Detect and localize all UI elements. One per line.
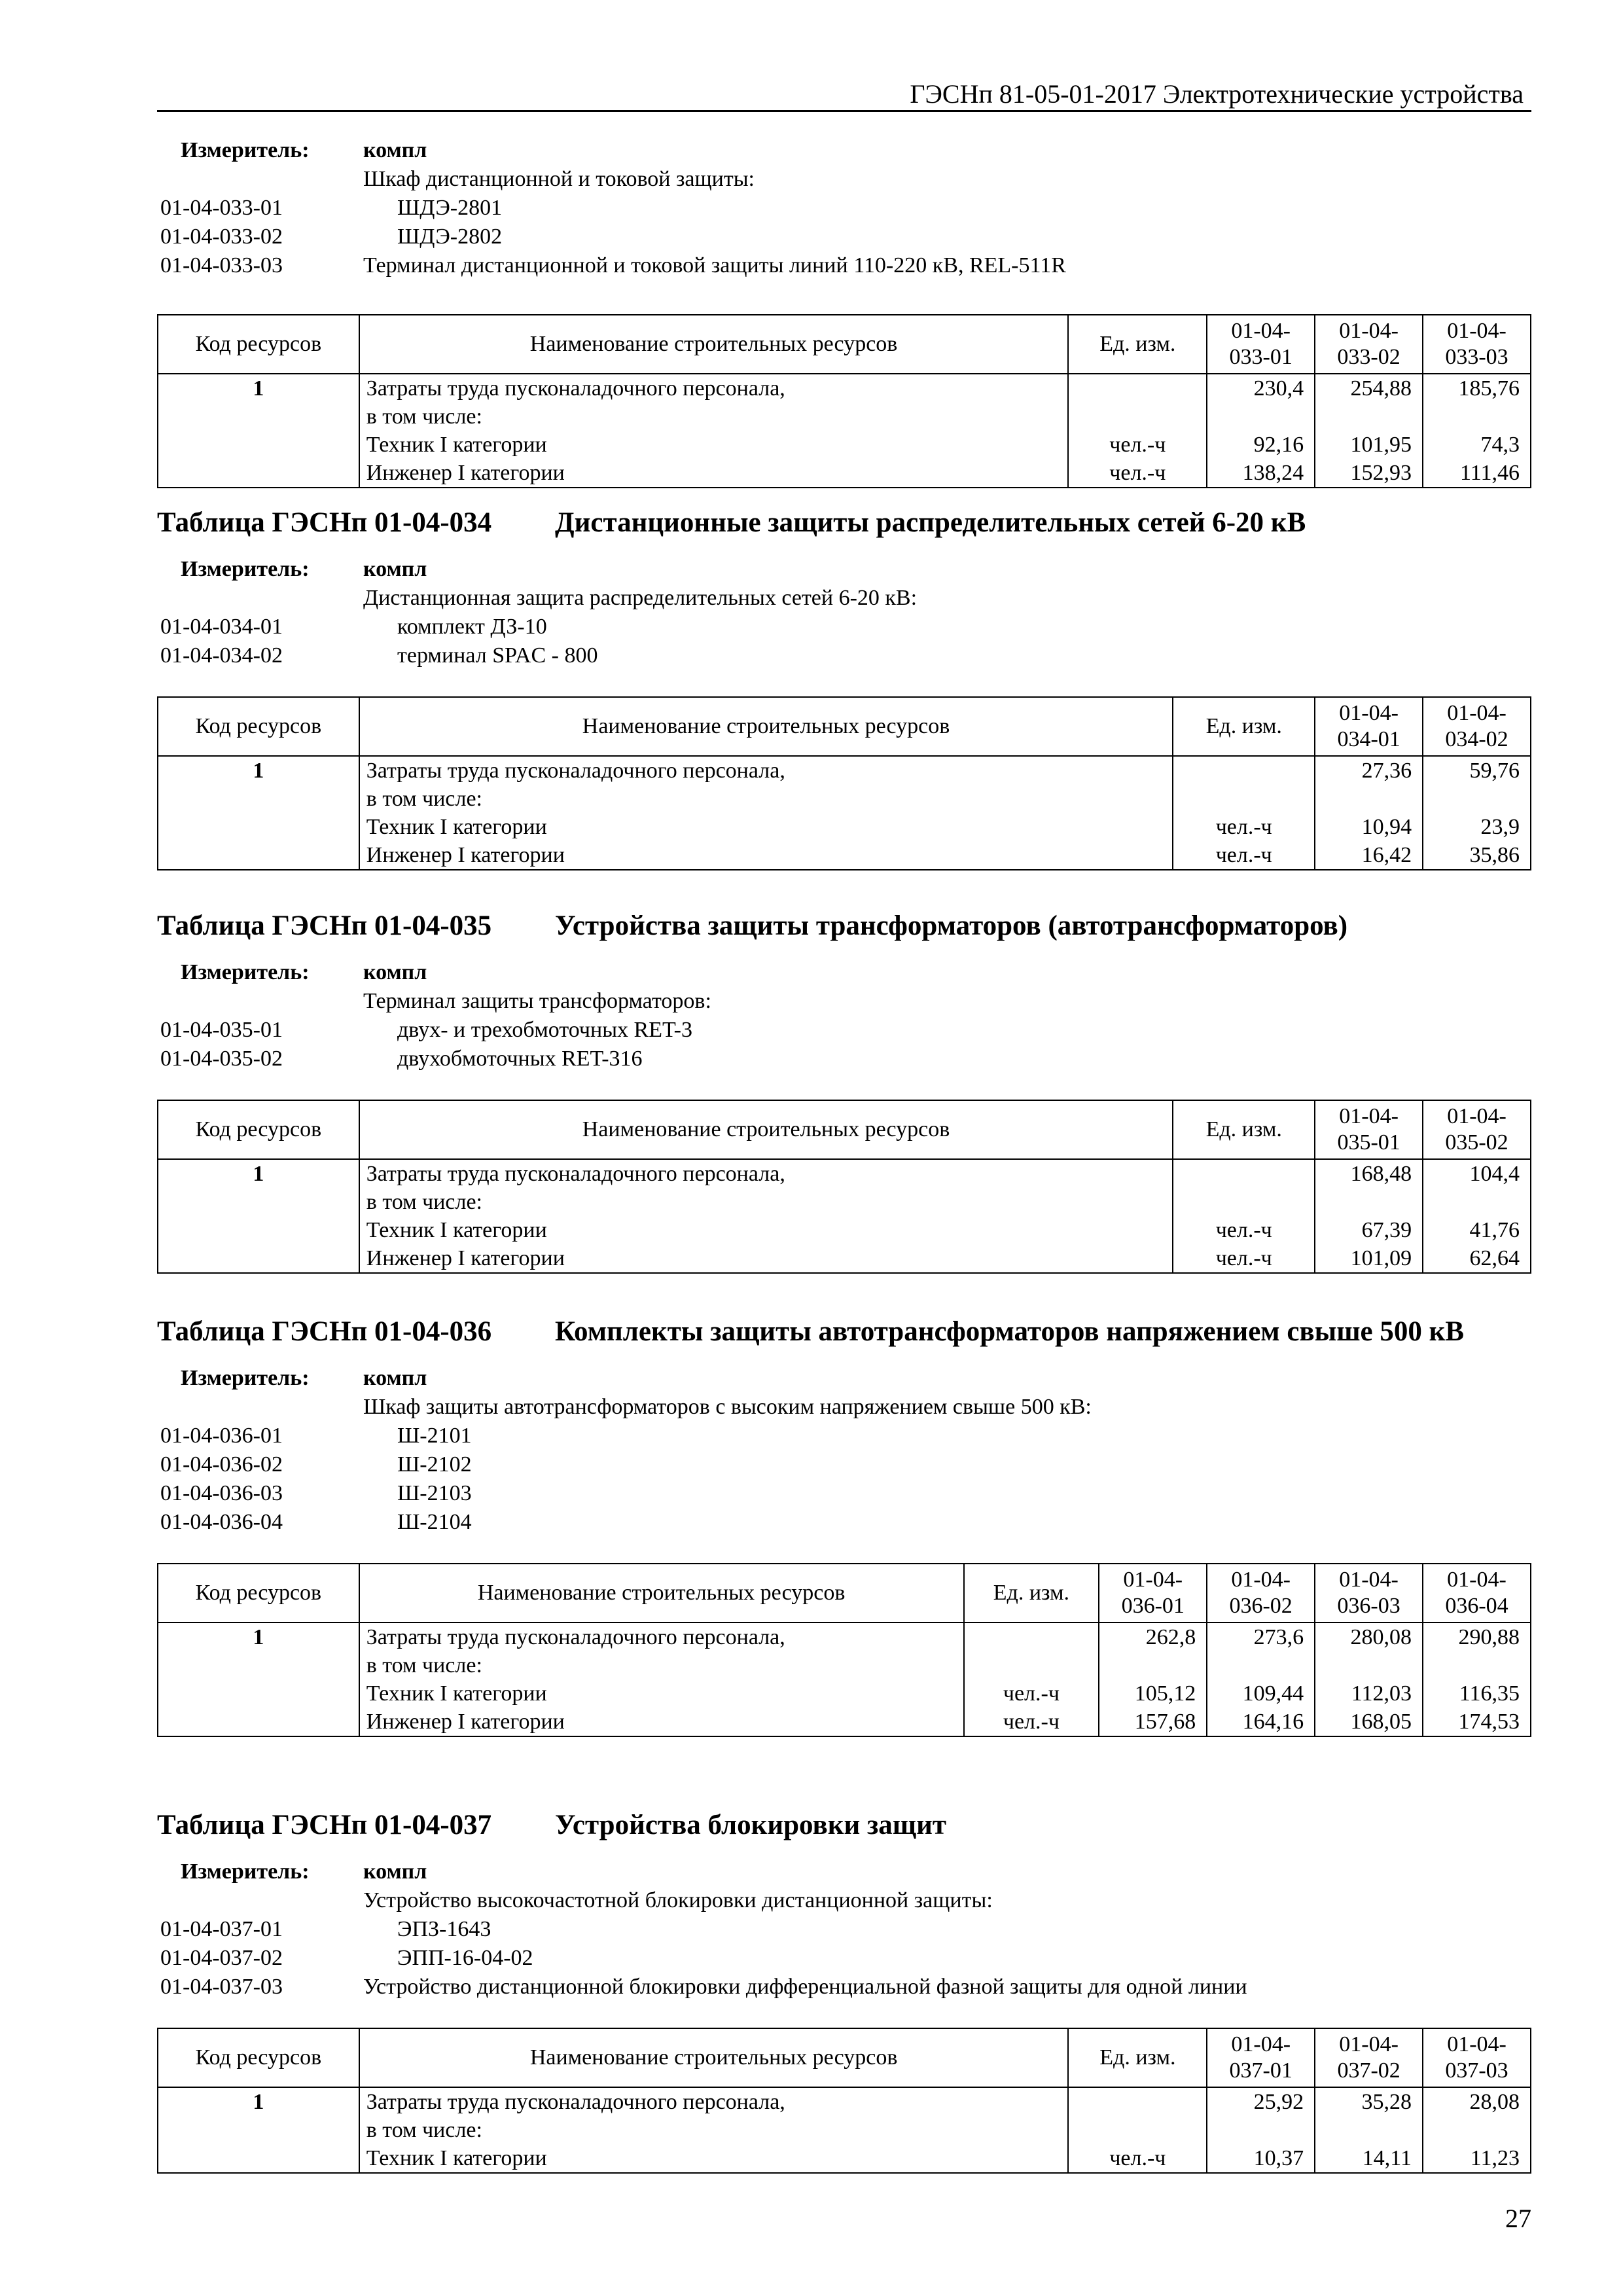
col-header-rate: 01-04- 036-03 bbox=[1315, 1564, 1423, 1623]
item-text: ЭПЗ-1643 bbox=[397, 1917, 491, 1941]
table-number: Таблица ГЭСНп 01-04-035 bbox=[157, 910, 492, 941]
measure-block bbox=[157, 1857, 1531, 2001]
section-034 bbox=[157, 505, 1531, 870]
col-header-rate: 01-04- 033-01 bbox=[1207, 315, 1315, 374]
col-header-name: Наименование строительных ресурсов bbox=[359, 1100, 1173, 1159]
col-header-name: Наименование строительных ресурсов bbox=[359, 2028, 1069, 2087]
measure-unit: компл bbox=[363, 1366, 427, 1390]
page-number: 27 bbox=[1505, 2204, 1531, 2233]
table-row: 1 Затраты труда пусконаладочного персонала, 262,8 273,6 280,08 290,88 bbox=[158, 1623, 1531, 1651]
table-number: Таблица ГЭСНп 01-04-036 bbox=[157, 1316, 492, 1347]
col-header-rate: 01-04- 036-01 bbox=[1099, 1564, 1207, 1623]
item-code: 01-04-035-01 bbox=[160, 1018, 283, 1042]
col-header-name: Наименование строительных ресурсов bbox=[359, 697, 1173, 756]
table-row: Техник I категории чел.-ч 105,12 109,44 112,03 116,35 bbox=[158, 1679, 1531, 1708]
col-header-name: Наименование строительных ресурсов bbox=[359, 1564, 964, 1623]
item-text: Терминал дистанционной и токовой защиты линий 110-220 кВ, REL-511R bbox=[363, 253, 1066, 278]
table-title bbox=[157, 1808, 1531, 1843]
table-row: 1 Затраты труда пусконаладочного персонала, 230,4 254,88 185,76 bbox=[158, 374, 1531, 403]
resource-table bbox=[157, 1563, 1531, 1737]
item-code: 01-04-036-04 bbox=[160, 1510, 283, 1534]
item-text: двух- и трехобмоточных RET-3 bbox=[397, 1018, 692, 1042]
col-header-rate: 01-04- 037-01 bbox=[1207, 2028, 1315, 2087]
item-code: 01-04-033-02 bbox=[160, 224, 283, 249]
item-code bbox=[157, 1393, 363, 1422]
table-row: в том числе: bbox=[158, 1651, 1531, 1679]
item-code bbox=[157, 165, 363, 194]
item-code bbox=[157, 1886, 363, 1915]
col-header-unit: Ед. изм. bbox=[1068, 2028, 1207, 2087]
col-header-code: Код ресурсов bbox=[158, 1564, 359, 1623]
table-row: в том числе: bbox=[158, 2116, 1531, 2144]
col-header-rate: 01-04- 037-02 bbox=[1315, 2028, 1423, 2087]
col-header-rate: 01-04- 035-02 bbox=[1423, 1100, 1531, 1159]
measure-block bbox=[157, 555, 1531, 670]
item-code: 01-04-037-02 bbox=[160, 1946, 283, 1970]
item-code: 01-04-036-03 bbox=[160, 1481, 283, 1505]
resource-table bbox=[157, 314, 1531, 488]
measure-label: Измеритель: bbox=[181, 960, 310, 984]
col-header-code: Код ресурсов bbox=[158, 1100, 359, 1159]
col-header-rate: 01-04- 034-01 bbox=[1315, 697, 1423, 756]
resource-table bbox=[157, 696, 1531, 870]
item-code bbox=[157, 987, 363, 1016]
table-name: Устройства защиты трансформаторов (автотрансформаторов) bbox=[555, 910, 1348, 941]
item-code: 01-04-034-02 bbox=[160, 643, 283, 668]
table-row: в том числе: bbox=[158, 1188, 1531, 1216]
col-header-code: Код ресурсов bbox=[158, 697, 359, 756]
table-row: Инженер I категории чел.-ч 157,68 164,16 168,05 174,53 bbox=[158, 1708, 1531, 1736]
measure-unit: компл bbox=[363, 557, 427, 581]
item-text: Ш-2103 bbox=[397, 1481, 472, 1505]
section-036 bbox=[157, 1314, 1531, 1737]
table-row: 1 Затраты труда пусконаладочного персонала, 27,36 59,76 bbox=[158, 756, 1531, 785]
resource-table bbox=[157, 2028, 1531, 2174]
item-text: ЭПП-16-04-02 bbox=[397, 1946, 533, 1970]
table-row: Техник I категории чел.-ч 10,37 14,11 11,23 bbox=[158, 2144, 1531, 2173]
item-text: Дистанционная защита распределительных сетей 6-20 кВ: bbox=[363, 586, 918, 610]
item-code: 01-04-035-02 bbox=[160, 1047, 283, 1071]
col-header-rate: 01-04- 035-01 bbox=[1315, 1100, 1423, 1159]
item-text: комплект ДЗ-10 bbox=[397, 615, 547, 639]
item-text: Устройство высокочастотной блокировки дистанционной защиты: bbox=[363, 1888, 993, 1912]
item-text: ШДЭ-2802 bbox=[397, 224, 503, 249]
col-header-unit: Ед. изм. bbox=[1173, 697, 1315, 756]
measure-block bbox=[157, 136, 1531, 280]
table-row: 1 Затраты труда пусконаладочного персонала, 25,92 35,28 28,08 bbox=[158, 2087, 1531, 2116]
table-row: Инженер I категории чел.-ч 16,42 35,86 bbox=[158, 841, 1531, 870]
table-row: Инженер I категории чел.-ч 101,09 62,64 bbox=[158, 1244, 1531, 1273]
item-text: терминал SPAC - 800 bbox=[397, 643, 598, 668]
table-row: Техник I категории чел.-ч 67,39 41,76 bbox=[158, 1216, 1531, 1244]
item-text: Устройство дистанционной блокировки дифференциальной фазной защиты для одной линии bbox=[363, 1975, 1247, 1999]
resource-table bbox=[157, 1100, 1531, 1274]
table-name: Комплекты защиты автотрансформаторов напряжением свыше 500 кВ bbox=[555, 1316, 1465, 1347]
table-title bbox=[157, 908, 1531, 944]
section-035 bbox=[157, 908, 1531, 1274]
item-code: 01-04-036-01 bbox=[160, 1424, 283, 1448]
measure-unit: компл bbox=[363, 138, 427, 162]
measure-label: Измеритель: bbox=[181, 1859, 310, 1884]
col-header-code: Код ресурсов bbox=[158, 315, 359, 374]
item-code: 01-04-034-01 bbox=[160, 615, 283, 639]
table-row: 1 Затраты труда пусконаладочного персонала, 168,48 104,4 bbox=[158, 1159, 1531, 1188]
item-code: 01-04-033-01 bbox=[160, 196, 283, 220]
table-name: Устройства блокировки защит bbox=[555, 1810, 946, 1840]
table-number: Таблица ГЭСНп 01-04-034 bbox=[157, 507, 492, 538]
table-row: в том числе: bbox=[158, 403, 1531, 431]
col-header-rate: 01-04- 033-03 bbox=[1423, 315, 1531, 374]
item-code: 01-04-036-02 bbox=[160, 1452, 283, 1477]
table-row: Инженер I категории чел.-ч 138,24 152,93 111,46 bbox=[158, 459, 1531, 488]
measure-label: Измеритель: bbox=[181, 138, 310, 162]
page-header bbox=[157, 79, 1531, 112]
col-header-rate: 01-04- 036-04 bbox=[1423, 1564, 1531, 1623]
table-row: Техник I категории чел.-ч 92,16 101,95 74,3 bbox=[158, 431, 1531, 459]
table-row: в том числе: bbox=[158, 785, 1531, 813]
col-header-unit: Ед. изм. bbox=[1068, 315, 1207, 374]
table-name: Дистанционные защиты распределительных сетей 6-20 кВ bbox=[555, 507, 1306, 538]
item-text: Терминал защиты трансформаторов: bbox=[363, 989, 711, 1013]
item-text: Шкаф защиты автотрансформаторов с высоким напряжением свыше 500 кВ: bbox=[363, 1395, 1092, 1419]
item-code: 01-04-033-03 bbox=[160, 253, 283, 278]
measure-label: Измеритель: bbox=[181, 557, 310, 581]
col-header-unit: Ед. изм. bbox=[1173, 1100, 1315, 1159]
item-code: 01-04-037-01 bbox=[160, 1917, 283, 1941]
section-033 bbox=[157, 123, 1531, 488]
header-title: ГЭСНп 81-05-01-2017 Электротехнические устройства bbox=[910, 79, 1524, 109]
item-text: Ш-2101 bbox=[397, 1424, 472, 1448]
col-header-rate: 01-04- 037-03 bbox=[1423, 2028, 1531, 2087]
col-header-code: Код ресурсов bbox=[158, 2028, 359, 2087]
item-text: Шкаф дистанционной и токовой защиты: bbox=[363, 167, 755, 191]
table-row: Техник I категории чел.-ч 10,94 23,9 bbox=[158, 813, 1531, 841]
measure-block bbox=[157, 1364, 1531, 1537]
item-text: двухобмоточных RET-316 bbox=[397, 1047, 643, 1071]
table-title bbox=[157, 505, 1531, 541]
table-number: Таблица ГЭСНп 01-04-037 bbox=[157, 1810, 492, 1840]
col-header-rate: 01-04- 036-02 bbox=[1207, 1564, 1315, 1623]
item-text: Ш-2102 bbox=[397, 1452, 472, 1477]
measure-label: Измеритель: bbox=[181, 1366, 310, 1390]
item-code bbox=[157, 584, 363, 613]
col-header-rate: 01-04- 033-02 bbox=[1315, 315, 1423, 374]
col-header-name: Наименование строительных ресурсов bbox=[359, 315, 1069, 374]
measure-unit: компл bbox=[363, 960, 427, 984]
measure-block bbox=[157, 958, 1531, 1073]
section-037 bbox=[157, 1808, 1531, 2174]
table-title bbox=[157, 1314, 1531, 1350]
col-header-rate: 01-04- 034-02 bbox=[1423, 697, 1531, 756]
col-header-unit: Ед. изм. bbox=[964, 1564, 1099, 1623]
item-code: 01-04-037-03 bbox=[160, 1975, 283, 1999]
item-text: ШДЭ-2801 bbox=[397, 196, 503, 220]
measure-unit: компл bbox=[363, 1859, 427, 1884]
item-text: Ш-2104 bbox=[397, 1510, 472, 1534]
